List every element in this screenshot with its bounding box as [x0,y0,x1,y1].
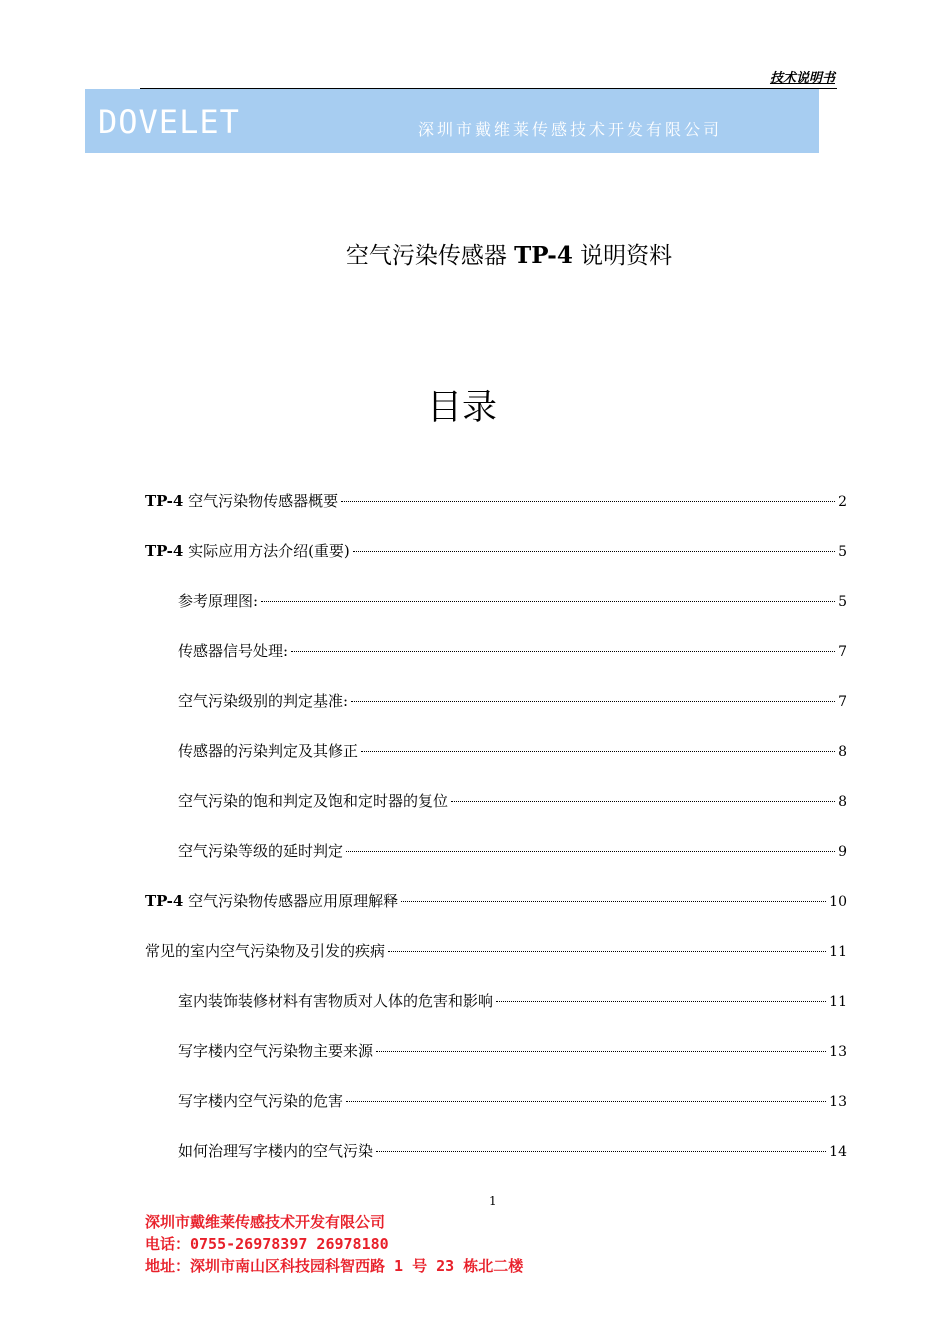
toc-entry-title [145,940,385,962]
toc-entry[interactable] [178,740,847,762]
toc-entry-page: 7 [838,694,847,710]
toc-entry-text: 空气污染物传感器概要 [183,492,339,510]
toc-dot-leader [451,801,835,802]
toc-entry[interactable] [178,1040,847,1062]
toc-entry-title [145,490,338,512]
footer [145,1211,523,1277]
toc-entry-page: 9 [838,844,847,860]
toc-entry-text: 写字楼内空气污染物主要来源 [178,1042,374,1060]
toc-entry-title [178,1140,373,1162]
toc-entry-text: 室内装饰装修材料有害物质对人体的危害和影响 [178,992,494,1010]
toc-entry-model: TP-4 [145,892,184,910]
toc-dot-leader [261,601,835,602]
toc-entry-page: 8 [838,794,847,810]
toc-entry[interactable] [178,690,847,712]
title-text-1: 空气污染传感器 [345,243,515,269]
toc-entry[interactable] [178,590,847,612]
toc-dot-leader [291,651,835,652]
toc-entry-text: 空气污染等级的延时判定 [178,842,344,860]
brand-banner [85,89,819,153]
toc-entry-text: 常见的室内空气污染物及引发的疾病 [145,942,386,960]
footer-phone: 电话：0755-26978397 26978180 [145,1235,389,1253]
toc-heading: 目录 [426,388,497,428]
toc-entry[interactable] [178,990,847,1012]
toc-entry-title [178,840,343,862]
title-text-2: 说明资料 [572,243,673,269]
title-model: TP-4 [514,242,573,269]
toc-dot-leader [353,551,835,552]
toc-dot-leader [361,751,835,752]
toc-entry-title [178,690,348,712]
brand-logo-text: DOVELET [98,103,240,141]
toc-entry-title [178,1090,343,1112]
toc-dot-leader [351,701,835,702]
toc-entry-text: 空气污染的饱和判定及饱和定时器的复位 [178,792,449,810]
toc-entry[interactable] [178,790,847,812]
toc-entry-title [178,1040,373,1062]
toc-entry-page: 8 [838,744,847,760]
toc-entry[interactable] [178,840,847,862]
toc-dot-leader [496,1001,826,1002]
toc-dot-leader [341,501,835,502]
toc-entry[interactable] [145,490,847,512]
toc-entry-page: 14 [829,1144,847,1160]
toc-entry-page: 13 [829,1044,847,1060]
footer-address: 地址：深圳市南山区科技园科智西路 1 号 23 栋北二楼 [145,1257,524,1275]
toc-entry-page: 11 [829,994,847,1010]
toc-entry-page: 13 [829,1094,847,1110]
toc-entry[interactable] [178,640,847,662]
toc-entry-page: 11 [829,944,847,960]
toc-entry-text: 传感器信号处理: [178,642,289,660]
toc-dot-leader [346,1101,826,1102]
toc-entry-text: 实际应用方法介绍(重要) [183,542,350,560]
toc-entry-title [145,540,350,562]
toc-entry[interactable] [145,540,847,562]
toc-entry-text: 传感器的污染判定及其修正 [178,742,359,760]
toc-dot-leader [388,951,826,952]
toc-dot-leader [401,901,826,902]
toc-entry-title [178,590,258,612]
toc-entry[interactable] [145,890,847,912]
toc-entry[interactable] [178,1140,847,1162]
toc-entry-title [178,640,288,662]
doc-type-label: 技术说明书 [769,71,835,86]
toc-entry-page: 5 [838,544,847,560]
toc-entry-page: 2 [838,494,847,510]
toc-entry-text: 如何治理写字楼内的空气污染 [178,1142,374,1160]
page-number: 1 [489,1194,497,1208]
toc-entry-title [145,890,398,912]
toc-entry-title [178,790,448,812]
toc-dot-leader [376,1151,826,1152]
footer-company: 深圳市戴维莱传感技术开发有限公司 [145,1213,386,1231]
document-title [0,237,950,270]
toc-entry-text: 空气污染物传感器应用原理解释 [183,892,399,910]
toc-entry-title [178,740,358,762]
toc-entry-page: 10 [829,894,847,910]
toc-entry-title [178,990,493,1012]
toc-entry[interactable] [178,1090,847,1112]
toc-entry-text: 空气污染级别的判定基准: [178,692,349,710]
toc-entry-page: 7 [838,644,847,660]
toc-entry-page: 5 [838,594,847,610]
toc-entry[interactable] [145,940,847,962]
toc-dot-leader [376,1051,826,1052]
toc-entry-model: TP-4 [145,542,184,560]
toc-entry-model: TP-4 [145,492,184,510]
banner-company-name: 深圳市戴维莱传感技术开发有限公司 [418,120,723,139]
toc-entry-text: 写字楼内空气污染的危害 [178,1092,344,1110]
toc-dot-leader [346,851,835,852]
toc-entry-text: 参考原理图: [178,592,259,610]
